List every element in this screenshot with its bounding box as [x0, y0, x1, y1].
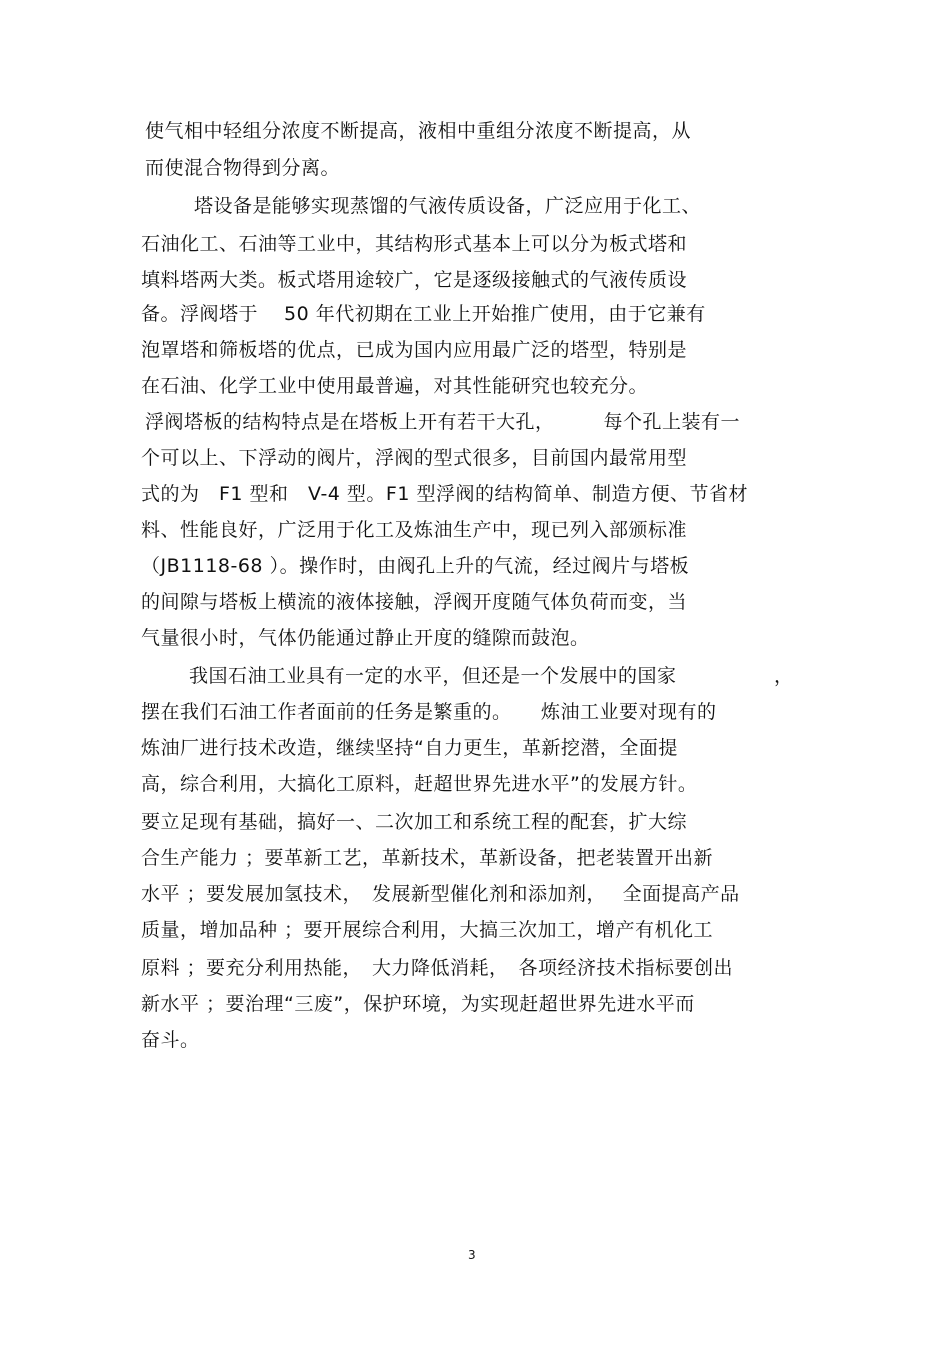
- text-line: 浮阀塔板的结构特点是在塔板上开有若干大孔， 每个孔上装有一: [145, 411, 741, 433]
- text-line: 原料 ；要充分利用热能， 大力降低消耗， 各项经济技术指标要创出: [141, 957, 734, 979]
- text-line: 质量，增加品种 ；要开展综合利用，大搞三次加工，增产有机化工: [141, 919, 714, 941]
- text-line: 我国石油工业具有一定的水平，但还是一个发展中的国家 ，: [189, 665, 794, 687]
- text-line: 合生产能力 ；要革新工艺，革新技术，革新设备，把老装置开出新: [141, 847, 714, 869]
- text-line: 奋斗。: [141, 1029, 200, 1051]
- text-line: 塔设备是能够实现蒸馏的气液传质设备，广泛应用于化工、: [194, 195, 702, 217]
- text-line: （JB1118-68 ）。操作时，由阀孔上升的气流，经过阀片与塔板: [141, 555, 690, 577]
- text-line: 要立足现有基础，搞好一、二次加工和系统工程的配套，扩大综: [141, 811, 688, 833]
- text-line: 高，综合利用，大搞化工原料，赶超世界先进水平”的发展方针。: [141, 773, 698, 795]
- text-line: 个可以上、下浮动的阀片，浮阀的型式很多，目前国内最常用型: [141, 447, 688, 469]
- text-line: 泡罩塔和筛板塔的优点，已成为国内应用最广泛的塔型，特别是: [141, 339, 688, 361]
- text-line: 料、性能良好，广泛用于化工及炼油生产中，现已列入部颁标准: [141, 519, 688, 541]
- text-line: 备。浮阀塔于 50 年代初期在工业上开始推广使用，由于它兼有: [141, 303, 706, 325]
- text-line: 摆在我们石油工作者面前的任务是繁重的。 炼油工业要对现有的: [141, 701, 717, 723]
- text-line: 新水平 ；要治理“三废”，保护环境，为实现赶超世界先进水平而: [141, 993, 695, 1015]
- text-line: 使气相中轻组分浓度不断提高，液相中重组分浓度不断提高，从: [145, 120, 692, 142]
- text-line: 的间隙与塔板上横流的液体接触，浮阀开度随气体负荷而变，当: [141, 591, 688, 613]
- text-line: 石油化工、石油等工业中，其结构形式基本上可以分为板式塔和: [141, 233, 688, 255]
- text-line: 式的为 F1 型和 V-4 型。F1 型浮阀的结构简单、制造方便、节省材: [141, 483, 748, 505]
- text-line: 气量很小时，气体仍能通过静止开度的缝隙而鼓泡。: [141, 627, 590, 649]
- page-number: 3: [468, 1248, 476, 1262]
- text-line: 在石油、化学工业中使用最普遍，对其性能研究也较充分。: [141, 375, 649, 397]
- text-line: 而使混合物得到分离。: [145, 157, 341, 179]
- text-line: 炼油厂进行技术改造，继续坚持“自力更生，革新挖潜，全面提: [141, 737, 678, 759]
- text-line: 填料塔两大类。板式塔用途较广，它是逐级接触式的气液传质设: [141, 269, 688, 291]
- text-line: 水平 ；要发展加氢技术， 发展新型催化剂和添加剂， 全面提高产品: [141, 883, 740, 905]
